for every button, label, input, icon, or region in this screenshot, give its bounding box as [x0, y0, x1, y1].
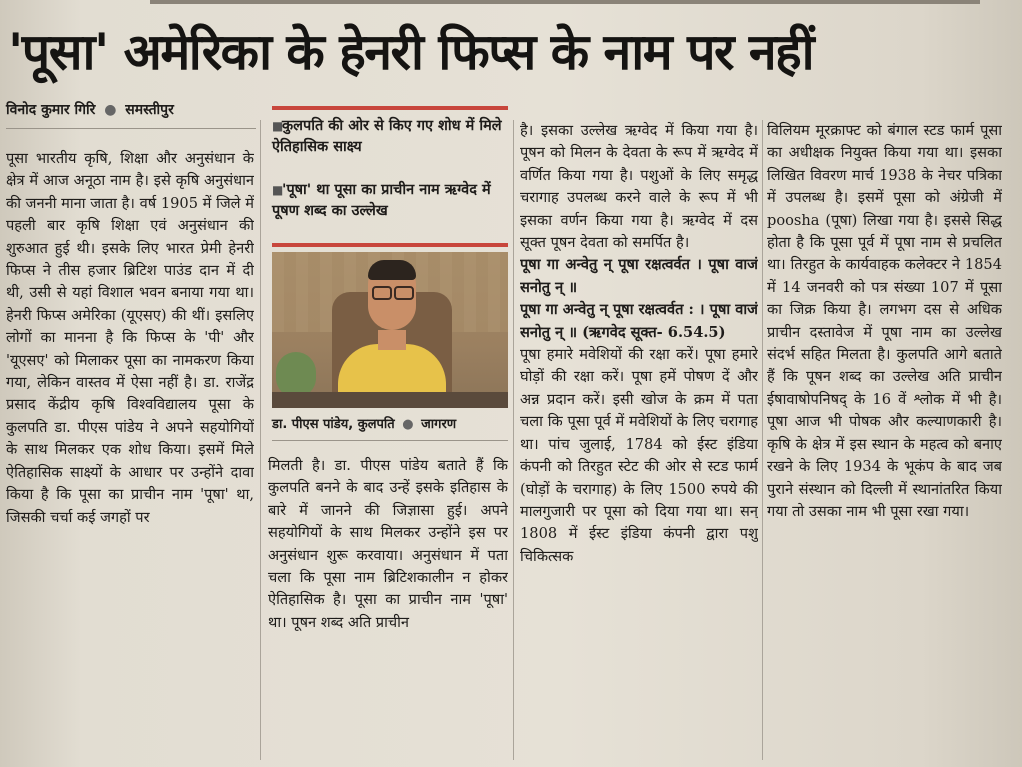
- desk-shape: [272, 392, 508, 408]
- highlight-text: 'पूषा' था पूसा का प्राचीन नाम ऋग्वेद में पूषण शब्द का उल्लेख: [272, 182, 491, 219]
- glasses-icon: [394, 286, 414, 300]
- bullet-square-icon: ■: [272, 119, 284, 133]
- column-text: है। इसका उल्लेख ऋग्वेद में किया गया है। पूषन को मिलन के देवता के रूप में ऋग्वेद में वर्णित किया गया है। पशुओं के लिए समृद्ध चरागाह उपलब्ध करने वाले के रूप में भी इसका वर्णन किया गया है। ऋग्वेद में दस सूक्त पूषन देवता को समर्पित है।: [520, 122, 758, 252]
- caption-source: जागरण: [421, 417, 457, 432]
- column-text: पूसा भारतीय कृषि, शिक्षा और अनुसंधान के क्षेत्र में आज अनूठा नाम है। इसे कृषि अनुसंधान की जननी माना जाता है। वर्ष 1905 में जिले में पहली बार कृषि शिक्षा एवं अनुसंधान की शुरुआत हुई थी। इसके लिए भारत प्रेमी हेनरी फिप्स ने तीस हजार ब्रिटिश पाउंड दान में दी थी, उसी से यहां विशाल भवन बनाया गया था। हेनरी फिप्स अमेरिका (यूएसए) की थीं। इसलिए लोगों का मानना है कि फिप्स के 'पी' और 'यूएसए' को मिलाकर पूसा का नामकरण किया गया, लेकिन वास्तव में ऐसा नहीं है। डा. राजेंद्र प्रसाद केंद्रीय कृषि विश्वविद्यालय पूसा के कुलपति डा. पीएस पांडेय ने अपने सहयोगियों के साथ मिलकर एक शोध किया। इसमें मिले ऐतिहासिक साक्ष्यों के आधार पर उन्होंने दावा किया है कि पूसा का प्राचीन नाम 'पूषा' था, जिसकी चर्चा कई जगहों पर: [6, 150, 254, 526]
- bullet-square-icon: ■: [272, 183, 284, 197]
- byline-rule: [6, 128, 256, 129]
- bullet-dot-icon: ●: [402, 417, 414, 432]
- column-text: मिलती है। डा. पीएस पांडेय बताते हैं कि कुलपति बनने के बाद उन्हें इसके इतिहास के बारे में जानने की जिज्ञासा हुई। अपने सहयोगियों के साथ मिलकर उन्होंने इस पर अनुसंधान शुरू करवाया। अनुसंधान में पता चला कि पूसा नाम ब्रिटिशकालीन न होकर ऐतिहासिक है। पूसा का प्राचीन नाम 'पूषा' था। पूषन शब्द अति प्राचीन: [268, 457, 508, 631]
- person-hair: [368, 260, 416, 280]
- highlight-box-2: [272, 180, 508, 240]
- glasses-icon: [372, 286, 392, 300]
- byline-author: विनोद कुमार गिरि: [6, 102, 96, 118]
- column-text: विलियम मूरक्राफ्ट को बंगाल स्टड फार्म पूसा का अधीक्षक नियुक्त किया गया था। इसका लिखित विवरण मार्च 1938 के नेचर पत्रिका में उपलब्ध है। इसमें पूसा को अंग्रेजी में poosha (पूषा) लिखा गया है। इससे सिद्ध होता है कि पूसा पूर्व में पूषा नाम से प्रचलित था। तिरहुत के कार्यवाहक कलेक्टर ने 1854 में 14 जनवरी को पत्र संख्या 107 में पूसा का जिक्र किया है। लगभग दस से अधिक प्राचीन दस्तावेज में पूषा नाम का उल्लेख संदर्भ सहित मिलता है। कुलपति आगे बताते हैं कि पूषन शब्द का उल्लेख अति प्राचीन ईषावाषोपनिषद् के 16 वें श्लोक में भी है। पूषा आज भी पोषक और कल्याणकारी है। कृषि के क्षेत्र में इस स्थान के महत्व को बनाए रखने के लिए 1934 के भूकंप के बाद जब पुराने संस्थान को दिल्ली में स्थानांतरित किया गया तो उसका नाम भी पूसा रखा गया।: [767, 122, 1002, 520]
- headline: 'पूसा' अमेरिका के हेनरी फिप्स के नाम पर नहीं: [8, 23, 814, 81]
- column-divider: [260, 120, 261, 760]
- highlight-bottom-bar: [272, 243, 508, 247]
- column-text: पूषा हमारे मवेशियों की रक्षा करें। पूषा हमारे घोड़ों की रक्षा करें। पूषा हमें पोषण दें और अन्न प्रदान करें। इसी खोज के क्रम में पता चला कि पूसा पूर्व में मवेशियों के लिए चरागाह था। पांच जुलाई, 1784 को ईस्ट इंडिया कंपनी को तिरहुत स्टेट की ओर से स्टड फार्म (घोड़ों के चरागाह) के लिए 1500 रुपये की मालगुजारी पर पूसा को दिया गया था। सन् 1808 में ईस्ट इंडिया कंपनी द्वारा पशु चिकित्सक: [520, 346, 758, 565]
- byline: [6, 100, 256, 122]
- article-column-3: [520, 120, 758, 760]
- column-divider: [513, 120, 514, 760]
- article-column-2: [268, 455, 508, 760]
- byline-place: समस्तीपुर: [125, 102, 174, 118]
- highlight-top-bar: [272, 106, 508, 110]
- bullet-dot-icon: ●: [104, 102, 117, 118]
- person-neck: [378, 330, 406, 350]
- article-column-1: [6, 148, 254, 758]
- article-column-4: [767, 120, 1002, 760]
- caption-rule: [272, 440, 508, 441]
- photo-caption: [272, 414, 508, 434]
- column-divider: [762, 120, 763, 760]
- sanskrit-verse: पूषा गा अन्वेतु न् पूषा रक्षत्वर्वत । पूषा वाजं सनोतु न् ॥: [520, 256, 758, 296]
- highlight-box-1: [272, 116, 508, 176]
- top-rule: [150, 0, 980, 4]
- vice-chancellor-photo: [272, 252, 508, 408]
- caption-name: डा. पीएस पांडेय, कुलपति: [272, 417, 395, 432]
- sanskrit-verse: पूषा गा अन्वेतु न् पूषा रक्षत्वर्वत : । पूषा वाजं सनोतु न् ॥ (ऋगवेद सूक्त- 6.54.5): [520, 301, 758, 341]
- highlight-text: कुलपति की ओर से किए गए शोध में मिले ऐतिहासिक साक्ष्य: [272, 118, 502, 155]
